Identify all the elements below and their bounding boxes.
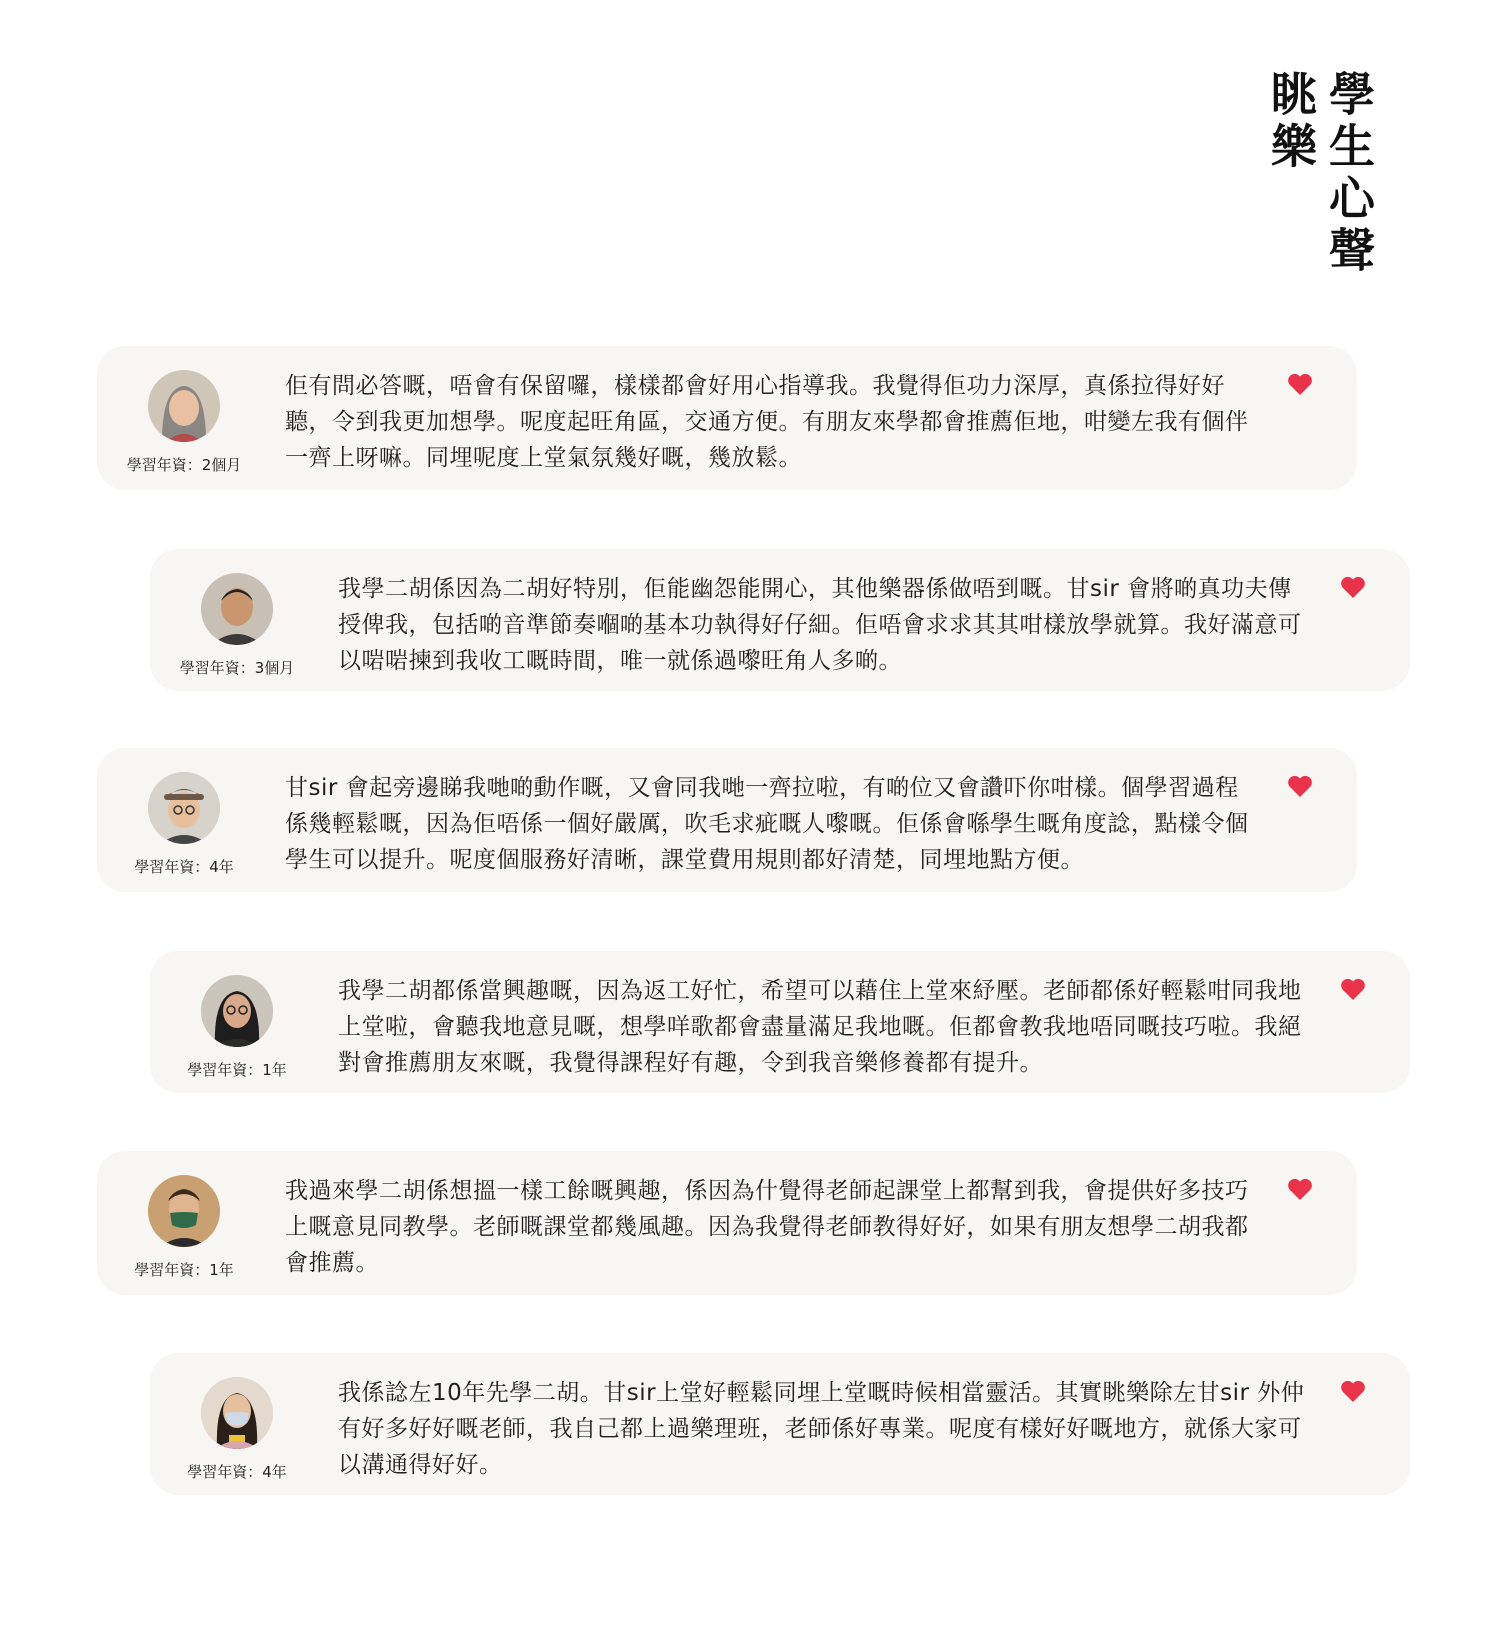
testimonial-card: [150, 1353, 1410, 1495]
student-info: [115, 370, 253, 475]
testimonial-card: [150, 951, 1410, 1093]
testimonial-card: [97, 1151, 1357, 1295]
testimonial-text: 甘sir 會起旁邊睇我哋啲動作嘅，又會同我哋一齊拉啦，有啲位又會讚吓你咁樣。個學習過程係幾輕鬆嘅，因為佢唔係一個好嚴厲，吹毛求疵嘅人嚟嘅。佢係會喺學生嘅角度諗，點樣令個學生可以提升。呢度個服務好清晰，課堂費用規則都好清楚，同埋地點方便。: [285, 775, 1249, 873]
testimonial-card: [97, 346, 1357, 490]
man-avatar-icon: [201, 573, 273, 645]
tenure-label: 學習年資：1年: [134, 1261, 234, 1279]
tenure-label: 學習年資：4年: [187, 1463, 287, 1481]
student-info: [115, 772, 253, 877]
heart-icon[interactable]: [1340, 1379, 1366, 1403]
heart-icon[interactable]: [1287, 372, 1313, 396]
testimonial-text: 我係諗左10年先學二胡。甘sir上堂好輕鬆同埋上堂嘅時候相當靈活。其實眺樂除左甘sir 外仲有好多好好嘅老師，我自己都上過樂理班，老師係好專業。呢度有樣好好嘅地方，就係大家可以溝通得好好。: [338, 1380, 1305, 1478]
testimonial-card: [150, 549, 1410, 691]
tenure-label: 學習年資：1年: [187, 1061, 287, 1079]
student-info: [168, 975, 306, 1080]
tenure-label: 學習年資：4年: [134, 858, 234, 876]
section-title-line2: 眺樂: [1264, 70, 1318, 174]
section-title: [1264, 70, 1376, 278]
tenure-label: 學習年資：2個月: [126, 456, 242, 474]
student-info: [115, 1175, 253, 1280]
heart-icon[interactable]: [1287, 1177, 1313, 1201]
woman-glasses-avatar-icon: [201, 975, 273, 1047]
student-info: [168, 573, 306, 678]
student-info: [168, 1377, 306, 1482]
section-title-line1: 學生心聲: [1322, 70, 1376, 278]
woman-avatar-icon: [148, 370, 220, 442]
testimonial-text: 我學二胡係因為二胡好特別，佢能幽怨能開心，其他樂器係做唔到嘅。甘sir 會將啲真功夫傳授俾我，包括啲音準節奏嗰啲基本功執得好仔細。佢唔會求求其其咁樣放學就算。我好滿意可以啱啱揀到我收工嘅時間，唯一就係過嚟旺角人多啲。: [338, 576, 1302, 674]
woman-mask-avatar-icon: [201, 1377, 273, 1449]
testimonial-text: 我學二胡都係當興趣嘅，因為返工好忙，希望可以藉住上堂來紓壓。老師都係好輕鬆咁同我地上堂啦，會聽我地意見嘅，想學咩歌都會盡量滿足我地嘅。佢都會教我地唔同嘅技巧啦。我絕對會推薦朋友來嘅，我覺得課程好有趣，令到我音樂修養都有提升。: [338, 978, 1302, 1076]
man-cap-avatar-icon: [148, 772, 220, 844]
testimonial-text: 我過來學二胡係想搵一樣工餘嘅興趣，係因為什覺得老師起課堂上都幫到我，會提供好多技巧上嘅意見同教學。老師嘅課堂都幾風趣。因為我覺得老師教得好好，如果有朋友想學二胡我都會推薦。: [285, 1178, 1249, 1276]
testimonial-text: 佢有問必答嘅，唔會有保留囉，樣樣都會好用心指導我。我覺得佢功力深厚，真係拉得好好聽，令到我更加想學。呢度起旺角區，交通方便。有朋友來學都會推薦佢地，咁變左我有個伴一齊上呀嘛。同埋呢度上堂氣氛幾好嘅，幾放鬆。: [285, 373, 1249, 471]
tenure-label: 學習年資：3個月: [179, 659, 295, 677]
heart-icon[interactable]: [1287, 774, 1313, 798]
man-mask-avatar-icon: [148, 1175, 220, 1247]
heart-icon[interactable]: [1340, 575, 1366, 599]
testimonial-card: [97, 748, 1357, 892]
heart-icon[interactable]: [1340, 977, 1366, 1001]
